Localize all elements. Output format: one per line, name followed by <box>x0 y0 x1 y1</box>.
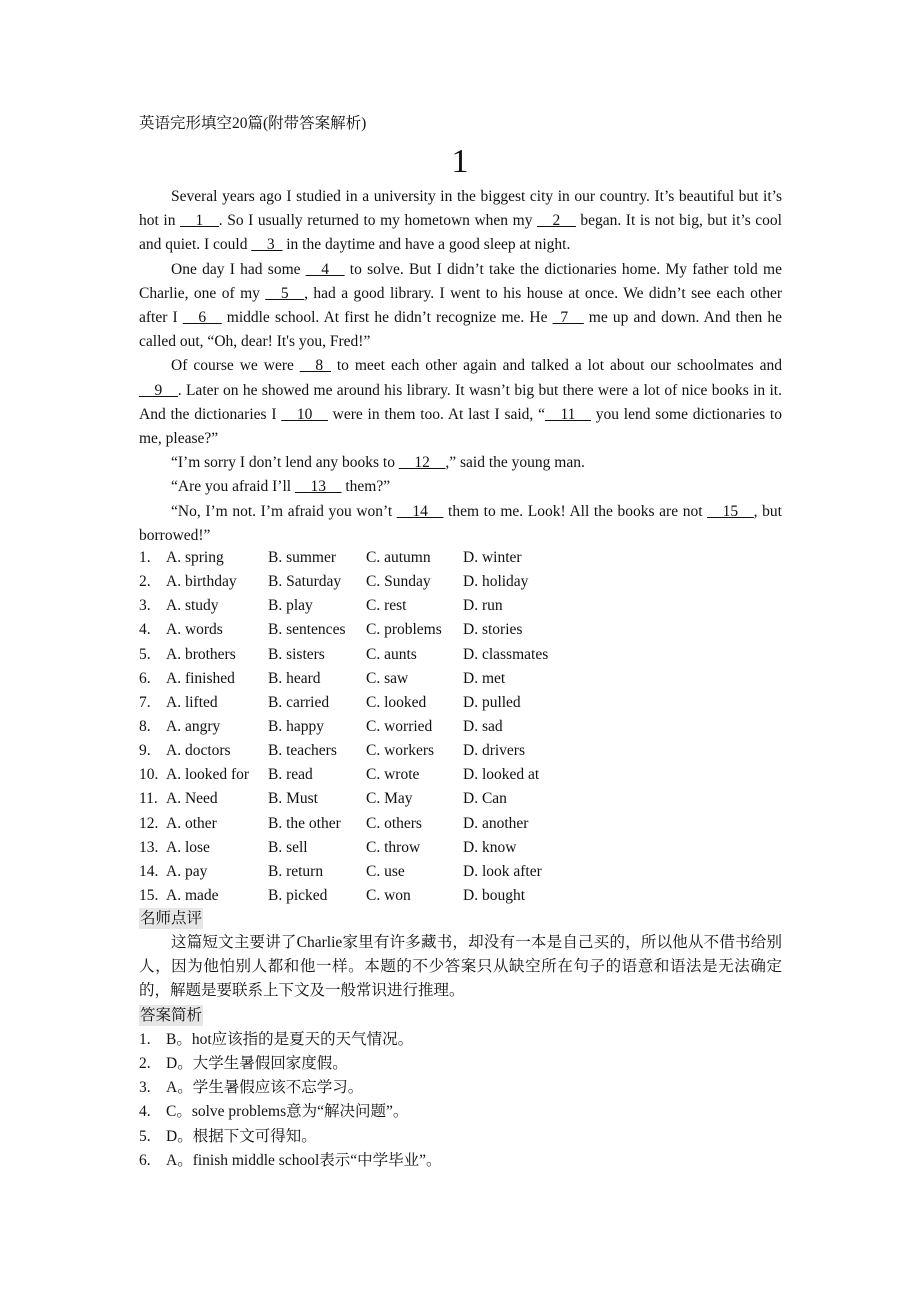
option-a: A. other <box>166 814 217 832</box>
option-row <box>139 836 782 860</box>
option-row <box>139 763 782 787</box>
option-c: C. problems <box>366 621 442 639</box>
option-a: A. pay <box>166 862 208 880</box>
question-number: 14. <box>139 862 159 880</box>
cloze-blank: __11__ <box>544 405 591 423</box>
option-b: B. read <box>268 766 313 784</box>
option-c: C. May <box>366 790 413 808</box>
question-number: 10. <box>139 766 159 784</box>
answer-item <box>139 1076 782 1100</box>
option-d: D. stories <box>463 621 523 639</box>
answer-text: C。solve problems意为“解决问题”。 <box>166 1103 409 1121</box>
question-number: 7. <box>139 693 151 711</box>
option-row <box>139 860 782 884</box>
option-a: A. angry <box>166 717 221 735</box>
option-c: C. worried <box>366 717 433 735</box>
option-row <box>139 667 782 691</box>
option-b: B. sentences <box>268 621 346 639</box>
option-row <box>139 618 782 642</box>
option-a: A. study <box>166 597 219 615</box>
cloze-blank: __3_ <box>251 236 283 254</box>
option-a: A. made <box>166 886 219 904</box>
answer-text: A。finish middle school表示“中学毕业”。 <box>166 1151 442 1169</box>
option-d: D. met <box>463 669 506 687</box>
option-d: D. know <box>463 838 517 856</box>
option-b: B. carried <box>268 693 330 711</box>
answer-text: D。大学生暑假回家度假。 <box>166 1055 348 1073</box>
cloze-blank: __5__ <box>265 284 305 302</box>
option-a: A. birthday <box>166 573 237 591</box>
option-b: B. return <box>268 862 324 880</box>
option-a: A. lose <box>166 838 210 856</box>
section-number: 1 <box>451 143 469 180</box>
option-c: C. saw <box>366 669 409 687</box>
option-b: B. the other <box>268 814 341 832</box>
option-a: A. finished <box>166 669 235 687</box>
option-b: B. sisters <box>268 645 325 663</box>
option-row <box>139 546 782 570</box>
answers-list <box>139 1028 782 1173</box>
cloze-blank: __2__ <box>537 212 576 230</box>
commentary-text: 这篇短文主要讲了Charlie家里有许多藏书，却没有一本是自己买的，所以他从不借书给别人，因为他怕别人都和他一样。本题的不少答案只从缺空所在句子的语意和语法是无法确定的，解题是要联系上下文及一般常识进行推理。 <box>139 934 782 1000</box>
passage <box>139 185 782 548</box>
question-number: 13. <box>139 838 159 856</box>
option-a: A. words <box>166 621 223 639</box>
option-c: C. won <box>366 886 411 904</box>
option-c: C. Sunday <box>366 573 431 591</box>
option-row <box>139 570 782 594</box>
question-number: 8. <box>139 717 151 735</box>
option-row <box>139 715 782 739</box>
option-row <box>139 643 782 667</box>
option-d: D. looked at <box>463 766 540 784</box>
answers-label: 答案简析 <box>140 1007 203 1024</box>
answer-text: A。学生暑假应该不忘学习。 <box>166 1079 364 1097</box>
option-row <box>139 884 782 908</box>
cloze-blank: __9__ <box>139 381 178 399</box>
cloze-blank: __13__ <box>294 478 342 496</box>
document-title: 英语完形填空20篇(附带答案解析) <box>139 115 367 132</box>
answer-item <box>139 1052 782 1076</box>
passage-paragraph: Several years ago I studied in a university in the biggest city in our country. It’s beautiful but it’s hot in __1__. So I usually returned to my hometown when my __2__ began. It is not big, but it’s cool and quiet. I could __3_ in the daytime and have a good sleep at night. <box>139 188 782 254</box>
passage-paragraph: “Are you afraid I’ll __13__ them?” <box>171 478 391 496</box>
cloze-blank: __15__ <box>707 502 754 520</box>
option-d: D. classmates <box>463 645 549 663</box>
option-b: B. summer <box>268 549 337 566</box>
passage-paragraph: One day I had some __4__ to solve. But I didn’t take the dictionaries home. My father told me Charlie, one of my __5__, had a good library. I went to his house at once. We didn’t see each other after I __6__ middle school. At first he didn’t recognize me. He _7__ me up and down. And then he called out, “Oh, dear! It's you, Fred!” <box>139 260 782 351</box>
option-b: B. teachers <box>268 742 337 760</box>
option-c: C. others <box>366 814 422 832</box>
option-c: C. wrote <box>366 766 420 784</box>
cloze-blank: __14__ <box>396 502 444 520</box>
question-number: 15. <box>139 886 159 904</box>
option-a: A. lifted <box>166 693 218 711</box>
option-a: A. looked for <box>166 766 250 784</box>
option-c: C. looked <box>366 693 427 711</box>
option-c: C. rest <box>366 597 407 615</box>
cloze-blank: __4__ <box>305 260 345 278</box>
answer-number: 5. <box>139 1127 151 1145</box>
option-a: A. spring <box>166 549 224 566</box>
option-d: D. run <box>463 597 503 615</box>
cloze-blank: __8_ <box>299 357 331 375</box>
option-c: C. throw <box>366 838 421 856</box>
option-c: C. workers <box>366 742 435 760</box>
option-d: D. another <box>463 814 529 832</box>
cloze-blank: __1__ <box>180 212 219 230</box>
option-c: C. autumn <box>366 549 431 566</box>
question-number: 4. <box>139 621 151 639</box>
question-number: 11. <box>139 790 158 808</box>
option-b: B. sell <box>268 838 308 856</box>
answer-item <box>139 1100 782 1124</box>
cloze-blank: __6__ <box>182 309 222 327</box>
option-d: D. bought <box>463 886 525 904</box>
question-number: 2. <box>139 573 151 591</box>
question-number: 1. <box>139 549 151 566</box>
option-b: B. Must <box>268 790 318 808</box>
cloze-blank: __12__ <box>398 454 446 472</box>
passage-paragraph: “I’m sorry I don’t lend any books to __12__,” said the young man. <box>171 454 585 472</box>
option-a: A. Need <box>166 790 218 808</box>
option-b: B. play <box>268 597 313 615</box>
option-d: D. look after <box>463 862 542 880</box>
answer-item <box>139 1028 782 1052</box>
option-a: A. brothers <box>166 645 236 663</box>
option-d: D. Can <box>463 790 507 808</box>
option-d: D. winter <box>463 549 522 566</box>
answer-number: 3. <box>139 1079 151 1097</box>
cloze-blank: __10__ <box>281 405 328 423</box>
answer-item <box>139 1149 782 1173</box>
passage-paragraph: “No, I’m not. I’m afraid you won’t __14__ them to me. Look! All the books are not __15__, but borrowed!” <box>139 502 782 544</box>
question-number: 6. <box>139 669 151 687</box>
option-b: B. heard <box>268 669 321 687</box>
option-row <box>139 812 782 836</box>
option-c: C. use <box>366 862 405 880</box>
commentary-label: 名师点评 <box>140 910 203 927</box>
option-row <box>139 594 782 618</box>
answer-item <box>139 1125 782 1149</box>
option-b: B. Saturday <box>268 573 342 591</box>
option-row <box>139 691 782 715</box>
option-d: D. pulled <box>463 693 521 711</box>
option-a: A. doctors <box>166 742 231 760</box>
option-row <box>139 739 782 763</box>
answer-number: 2. <box>139 1055 151 1073</box>
question-number: 9. <box>139 742 151 760</box>
passage-paragraph: Of course we were __8_ to meet each other again and talked a lot about our schoolmates and __9__. Later on he showed me around his library. It wasn’t big but there were a lot of nice books in it. And the dictionaries I __10__ were in them too. At last I said, “__11__ you lend some dictionaries to me, please?” <box>139 357 783 448</box>
answer-text: B。hot应该指的是夏天的天气情况。 <box>166 1031 414 1048</box>
option-c: C. aunts <box>366 645 417 663</box>
answer-number: 6. <box>139 1151 151 1169</box>
option-row <box>139 787 782 811</box>
options-list <box>139 546 782 908</box>
option-b: B. happy <box>268 717 324 735</box>
cloze-blank: _7__ <box>552 309 584 327</box>
question-number: 3. <box>139 597 151 615</box>
answer-text: D。根据下文可得知。 <box>166 1127 317 1145</box>
answer-number: 1. <box>139 1031 151 1048</box>
answer-number: 4. <box>139 1103 151 1121</box>
question-number: 12. <box>139 814 159 832</box>
option-b: B. picked <box>268 886 328 904</box>
option-d: D. sad <box>463 717 503 735</box>
question-number: 5. <box>139 645 151 663</box>
option-d: D. drivers <box>463 742 525 760</box>
option-d: D. holiday <box>463 573 529 591</box>
